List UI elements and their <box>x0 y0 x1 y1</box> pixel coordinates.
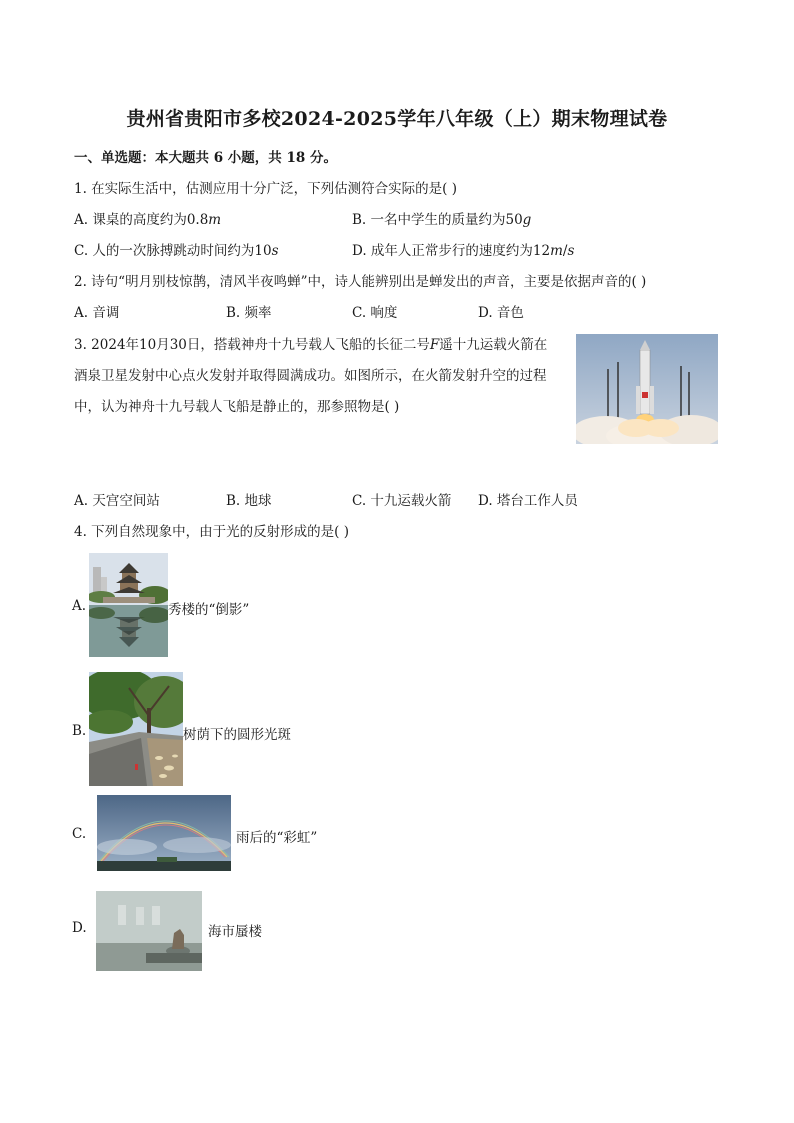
question-4-option-c-caption: 雨后的“彩虹” <box>236 830 318 846</box>
rocket-launch-image <box>576 334 718 444</box>
question-3-option-d: D. 塔台工作人员 <box>478 493 578 509</box>
question-4-option-d-caption: 海市蜃楼 <box>208 924 262 940</box>
question-3-option-a: A. 天宫空间站 <box>74 493 160 509</box>
question-4-option-d-letter: D. <box>72 920 87 936</box>
question-4-option-b-caption: 树荫下的圆形光斑 <box>183 727 291 743</box>
question-4-option-a-caption: 秀楼的“倒影” <box>168 602 250 618</box>
section-heading: 一、单选题：本大题共 6 小题，共 18 分。 <box>74 150 337 166</box>
question-2-option-d: D. 音色 <box>478 305 524 321</box>
question-3-stem-line1: 3. 2024年10月30日，搭载神舟十九号载人飞船的长征二号𝐹遥十九运载火箭在 <box>74 337 548 353</box>
rainbow-image <box>97 795 231 871</box>
question-4-option-a-letter: A. <box>72 598 87 614</box>
question-3-option-c: C. 十九运载火箭 <box>352 493 452 509</box>
question-4-stem: 4. 下列自然现象中，由于光的反射形成的是( ) <box>74 524 349 540</box>
question-1-option-a: A. 课桌的高度约为0.8𝑚 <box>74 212 222 228</box>
question-3-stem-line2: 酒泉卫星发射中心点火发射并取得圆满成功。如图所示，在火箭发射升空的过程 <box>74 368 547 384</box>
question-1-option-d: D. 成年人正常步行的速度约为12𝑚/𝑠 <box>352 243 575 259</box>
question-3-stem-line3: 中，认为神舟十九号载人飞船是静止的，那参照物是( ) <box>74 399 400 415</box>
question-4-option-b-letter: B. <box>72 723 87 739</box>
question-1-option-b: B. 一名中学生的质量约为50𝑔 <box>352 212 532 228</box>
question-1-stem: 1. 在实际生活中，估测应用十分广泛，下列估测符合实际的是( ) <box>74 181 457 197</box>
question-2-option-c: C. 响度 <box>352 305 398 321</box>
question-2-option-b: B. 频率 <box>226 305 272 321</box>
mirage-image <box>96 891 202 971</box>
question-1-option-c: C. 人的一次脉搏跳动时间约为10𝑠 <box>74 243 279 259</box>
exam-title: 贵州省贵阳市多校2024-2025学年八年级（上）期末物理试卷 <box>126 108 668 130</box>
pavilion-reflection-image <box>89 553 168 657</box>
question-3-option-b: B. 地球 <box>226 493 272 509</box>
question-4-option-c-letter: C. <box>72 826 87 842</box>
question-2-stem: 2. 诗句“明月别枝惊鹊，清风半夜鸣蝉”中，诗人能辨别出是蝉发出的声音，主要是依据声音的( ) <box>74 274 647 290</box>
question-2-option-a: A. 音调 <box>74 305 120 321</box>
tree-shade-light-spots-image <box>89 672 183 786</box>
